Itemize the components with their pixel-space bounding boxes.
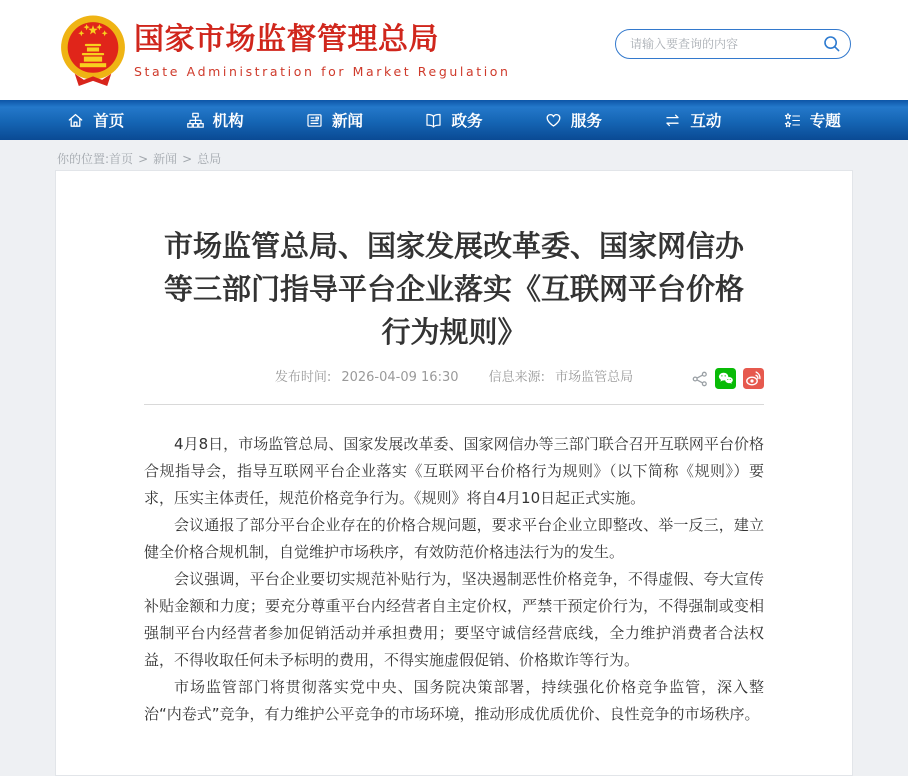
article-meta — [144, 367, 764, 389]
nav-item-news[interactable] — [275, 100, 394, 140]
meta-divider — [144, 404, 764, 405]
article-paragraph: 会议通报了部分平台企业存在的价格合规问题，要求平台企业立即整改、举一反三，建立健全价格合规机制，自觉维护市场秩序，有效防范价格违法行为的发生。 — [144, 516, 764, 561]
site-header — [0, 0, 908, 100]
nav-item-home[interactable] — [36, 100, 155, 140]
nav-item-label: 机构 — [212, 112, 244, 130]
breadcrumb-prefix: 你的位置: — [57, 152, 110, 166]
nav-item-interaction[interactable] — [633, 100, 752, 140]
book-icon — [425, 112, 442, 129]
article-paragraph: 市场监管部门将贯彻落实党中央、国务院决策部署，持续强化价格竞争监管，深入整治“内卷式”竞争，有力维护公平竞争的市场环境，推动形成优质优价、良性竞争的市场秩序。 — [144, 678, 764, 723]
article-paragraph: 会议强调，平台企业要切实规范补贴行为，坚决遏制恶性价格竞争，不得虚假、夸大宣传补贴金额和力度；要充分尊重平台内经营者自主定价权，严禁干预定价行为，不得强制或变相强制平台内经营者参加促销活动并承担费用；要坚守诚信经营底线，全力维护消费者合法权益，不得收取任何未予标明的费用，不得实施虚假促销、价格欺诈等行为。 — [144, 570, 764, 669]
national-emblem-icon — [57, 14, 129, 88]
publish-time-label: 发布时间: — [274, 370, 332, 385]
nav-item-label: 新闻 — [332, 112, 364, 130]
nav-item-label: 专题 — [809, 112, 841, 130]
site-subtitle: State Administration for Market Regulation — [134, 64, 511, 79]
nav-item-orgs[interactable] — [155, 100, 274, 140]
source-label: 信息来源: — [488, 370, 546, 385]
nav-item-label: 首页 — [93, 112, 125, 130]
share-icon[interactable] — [692, 371, 708, 387]
nav-item-topics[interactable] — [753, 100, 872, 140]
nav-item-gov-affairs[interactable] — [394, 100, 513, 140]
weibo-share-icon[interactable] — [743, 368, 764, 389]
article-body — [144, 431, 764, 728]
sitemap-icon — [187, 112, 204, 129]
exchange-icon — [664, 112, 681, 129]
site-title: 国家市场监督管理总局 — [134, 22, 439, 57]
breadcrumb-link-news[interactable]: 新闻 — [153, 152, 178, 166]
article-card — [55, 170, 853, 776]
article-title-line: 市场监管总局、国家发展改革委、国家网信办 — [163, 229, 744, 263]
nav-item-services[interactable] — [514, 100, 633, 140]
source-value: 市场监管总局 — [555, 370, 634, 385]
heart-icon — [545, 112, 562, 129]
national-emblem-logo[interactable] — [57, 14, 129, 88]
article-paragraph: 4月8日，市场监管总局、国家发展改革委、国家网信办等三部门联合召开互联网平台价格合规指导会，指导互联网平台企业落实《互联网平台价格行为规则》（以下简称《规则》）要求，压实主体责任，规范价格竞争行为。《规则》将自4月10日起正式实施。 — [144, 435, 764, 507]
breadcrumb-link-home[interactable]: 首页 — [109, 152, 134, 166]
breadcrumb — [0, 140, 908, 170]
publish-time-value: 2026-04-09 16:30 — [341, 370, 459, 385]
search-icon[interactable] — [822, 34, 842, 54]
main-nav — [0, 100, 908, 140]
article-title-line: 等三部门指导平台企业落实《互联网平台价格 — [163, 272, 744, 306]
nav-item-label: 互动 — [690, 112, 722, 130]
home-icon — [67, 112, 84, 129]
search-input[interactable] — [615, 29, 851, 59]
site-branding — [134, 23, 511, 79]
breadcrumb-separator: > — [182, 152, 193, 166]
article-title-line: 行为规则》 — [381, 315, 527, 349]
breadcrumb-separator: > — [138, 152, 149, 166]
topics-icon — [784, 112, 801, 129]
nav-item-label: 政务 — [451, 112, 483, 130]
news-icon — [306, 112, 323, 129]
nav-item-label: 服务 — [570, 112, 602, 130]
wechat-share-icon[interactable] — [715, 368, 736, 389]
article-title — [144, 225, 764, 354]
share-toolbar — [692, 368, 764, 389]
breadcrumb-link-bureau[interactable]: 总局 — [197, 152, 222, 166]
site-search — [615, 29, 851, 59]
